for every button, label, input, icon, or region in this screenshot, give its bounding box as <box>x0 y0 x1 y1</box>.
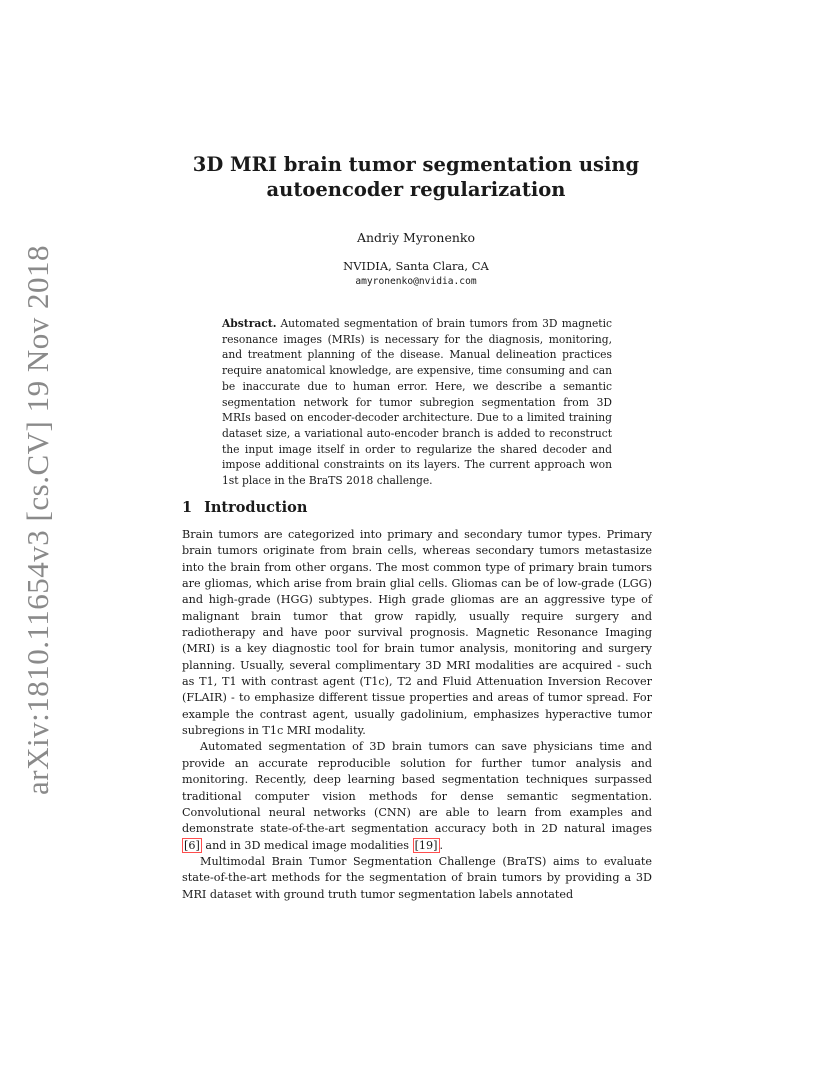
abstract <box>222 316 612 489</box>
body-text <box>182 527 652 903</box>
paper-title <box>180 152 652 202</box>
abstract-label: Abstract. <box>222 317 277 330</box>
section-heading <box>182 499 307 516</box>
paragraph-2 <box>182 739 652 853</box>
citation-link-6[interactable]: [6] <box>184 838 200 852</box>
paragraph-2-text-a: Automated segmentation of 3D brain tumors can save physicians time and provide an accurate reproducible solution for further tumor analysis and monitoring. Recently, deep learning based segmentation techniques surpassed traditional computer vision methods for dense semantic segmentation. Convolutional neural networks (CNN) are able to learn from examples and demonstrate state-of-the-art segmentation accuracy both in 2D natural images <box>182 740 652 836</box>
section-number: 1 <box>182 499 193 516</box>
paragraph-2-text-b: and in 3D medical image modalities <box>205 838 409 852</box>
author-affiliation: NVIDIA, Santa Clara, CA <box>343 259 489 273</box>
paragraph-1: Brain tumors are categorized into primary and secondary tumor types. Primary brain tumors originate from brain cells, whereas secondary tumors metastasize into the brain from other organs. The most common type of primary brain tumors are gliomas, which arise from brain glial cells. Gliomas can be of low-grade (LGG) and high-grade (HGG) subtypes. High grade gliomas are an aggressive type of malignant brain tumor that grow rapidly, usually require surgery and radiotherapy and have poor survival prognosis. Magnetic Resonance Imaging (MRI) is a key diagnostic tool for brain tumor analysis, monitoring and surgery planning. Usually, several complimentary 3D MRI modalities are acquired - such as T1, T1 with contrast agent (T1c), T2 and Fluid Attenuation Inversion Recover (FLAIR) - to emphasize different tissue properties and areas of tumor spread. For example the contrast agent, usually gadolinium, emphasizes hyperactive tumor subregions in T1c MRI modality. <box>182 528 652 738</box>
abstract-text: Automated segmentation of brain tumors from 3D magnetic resonance images (MRIs) is necessary for the diagnosis, monitoring, and treatment planning of the disease. Manual delineation practices require anatomical knowledge, are expensive, time consuming and can be inaccurate due to human error. Here, we describe a semantic segmentation network for tumor subregion segmentation from 3D MRIs based on encoder-decoder architecture. Due to a limited training dataset size, a variational auto-encoder branch is added to reconstruct the input image itself in order to regularize the shared decoder and impose additional constraints on its layers. The current approach won 1st place in the BraTS 2018 challenge. <box>222 317 612 488</box>
arxiv-identifier-text: arXiv:1810.11654v3 [cs.CV] 19 Nov 2018 <box>20 245 55 795</box>
arxiv-identifier-stamp <box>18 245 58 795</box>
citation-link-19[interactable]: [19] <box>414 838 438 852</box>
section-title: Introduction <box>204 499 308 516</box>
paragraph-3: Multimodal Brain Tumor Segmentation Challenge (BraTS) aims to evaluate state-of-the-art methods for the segmentation of brain tumors by providing a 3D MRI dataset with ground truth tumor segmentation labels annotated <box>182 854 652 901</box>
author-name: Andriy Myronenko <box>356 230 476 245</box>
title-line-1: 3D MRI brain tumor segmentation using <box>192 153 640 176</box>
author-email[interactable]: amyronenko@nvidia.com <box>355 276 477 287</box>
paragraph-2-text-c: . <box>439 838 444 852</box>
title-line-2: autoencoder regularization <box>266 178 566 201</box>
